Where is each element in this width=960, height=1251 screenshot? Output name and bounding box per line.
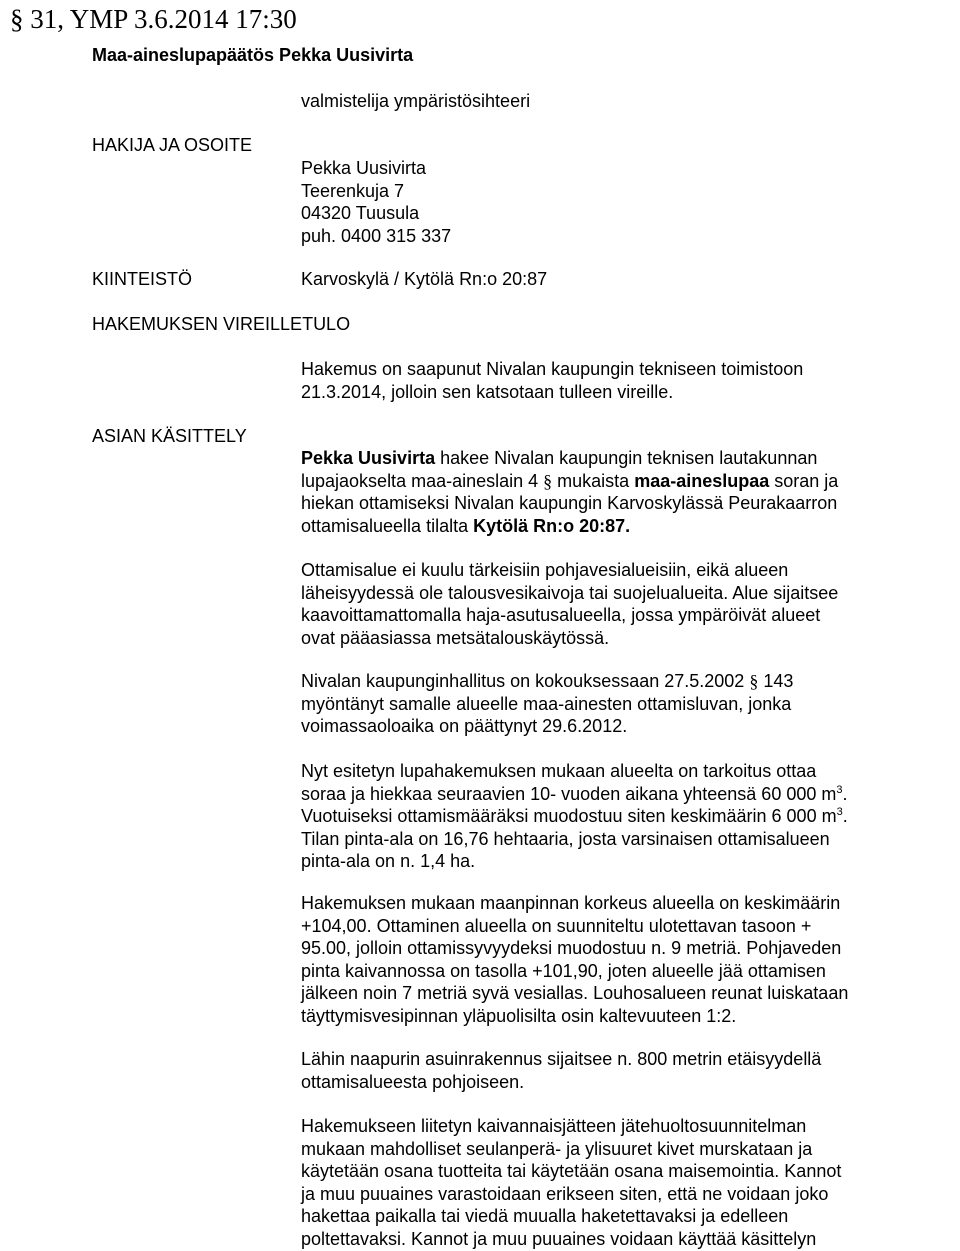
text-line: 95.00, jolloin ottamissyvyydeksi muodostuu n. 9 metriä. Pohjaveden: [301, 938, 842, 959]
text-line: läheisyydessä ole talousvesikaivoja tai suojelualueita. Alue sijaitsee: [301, 582, 839, 603]
label-pending: HAKEMUKSEN VIREILLETULO: [92, 314, 351, 334]
section-sign-icon: §: [543, 470, 553, 491]
text-line: täyttymisvesipinnan yläpuolisilta osin kaltevuuteen 1:2.: [301, 1005, 737, 1026]
text-span: .: [842, 783, 848, 804]
applicant-name: Pekka Uusivirta: [301, 158, 427, 178]
text-span: mukaista: [552, 470, 635, 491]
handling-paragraph-6: [301, 1048, 921, 1093]
text-line: ottamisalueesta pohjoiseen.: [301, 1071, 525, 1092]
bold-term: maa-aineslupaa: [634, 470, 770, 491]
superscript: 3: [836, 783, 843, 796]
handling-paragraph-4: [301, 760, 921, 873]
applicant-phone: puh. 0400 315 337: [301, 225, 452, 246]
applicant-street: Teerenkuja 7: [301, 180, 405, 201]
superscript: 3: [836, 806, 843, 819]
pending-text: [301, 358, 921, 403]
text-span: Nivalan kaupunginhallitus on kokouksessaan 27.5.2002: [301, 671, 750, 691]
text-line: Tilan pinta-ala on 16,76 hehtaaria, josta varsinaisen ottamisalueen: [301, 828, 830, 849]
text-line: jälkeen noin 7 metriä syvä vesiallas. Louhosalueen reunat luiskataan: [301, 983, 849, 1004]
pending-line: 21.3.2014, jolloin sen katsotaan tulleen vireille.: [301, 381, 674, 402]
text-line: Nyt esitetyn lupahakemuksen mukaan alueelta on tarkoitus ottaa: [301, 761, 817, 781]
applicant-address: [301, 157, 921, 247]
text-span: soran ja: [769, 470, 839, 491]
section-header: [10, 2, 297, 36]
section-sign-icon: §: [10, 4, 24, 34]
text-line: ovat pääasiassa metsätalouskäytössä.: [301, 627, 610, 648]
label-handling: ASIAN KÄSITTELY: [92, 426, 247, 446]
handling-paragraph-5: [301, 892, 921, 1028]
text-line: poltettavaksi. Kannot ja muu puuaines voidaan käyttää käsittelyn: [301, 1228, 817, 1249]
handling-paragraph-2: [301, 559, 921, 649]
label-property: KIINTEISTÖ: [92, 269, 193, 289]
text-span: ottamisalueella tilalta: [301, 515, 474, 536]
text-line: pinta-ala on n. 1,4 ha.: [301, 851, 476, 872]
text-line: Hakemuksen mukaan maanpinnan korkeus alueella on keskimäärin: [301, 893, 841, 913]
preparer: valmistelija ympäristösihteeri: [301, 91, 531, 111]
text-line: voimassaoloaika on päättynyt 29.6.2012.: [301, 716, 628, 737]
handling-paragraph-3: [301, 670, 921, 738]
text-line: Lähin naapurin asuinrakennus sijaitsee n. 800 metrin etäisyydellä: [301, 1049, 822, 1069]
text-span: 143: [758, 671, 794, 691]
text-span: lupajaokselta maa-aineslain 4: [301, 470, 544, 491]
handling-paragraph-1: [301, 447, 921, 537]
decision-title: Maa-aineslupapäätös Pekka Uusivirta: [92, 45, 414, 65]
text-span: Vuotuiseksi ottamismääräksi muodostuu siten keskimäärin 6 000 m: [301, 806, 837, 827]
bold-term: Kytölä Rn:o 20:87.: [473, 515, 631, 536]
applicant-city: 04320 Tuusula: [301, 203, 420, 224]
text-line: mukaan mahdolliset seulanperä- ja ylisuuret kivet murskataan ja: [301, 1138, 813, 1159]
label-applicant: HAKIJA JA OSOITE: [92, 135, 253, 155]
property-value: Karvoskylä / Kytölä Rn:o 20:87: [301, 269, 548, 289]
pending-line: Hakemus on saapunut Nivalan kaupungin tekniseen toimistoon: [301, 359, 804, 379]
text-span: soraa ja hiekkaa seuraavien 10- vuoden aikana yhteensä 60 000 m: [301, 783, 837, 804]
text-line: kaavoittamattomalla haja-asutusalueella, jossa ympäröivät alueet: [301, 605, 821, 626]
text-line: +104,00. Ottaminen alueella on suunniteltu ulotettavan tasoon +: [301, 915, 812, 936]
text-line: hakettaa paikalla tai viedä muualla haketettavaksi ja edelleen: [301, 1206, 789, 1227]
text-line: pinta kaivannossa on tasolla +101,90, joten alueelle jää ottamisen: [301, 960, 826, 981]
text-line: hiekan ottamiseksi Nivalan kaupungin Karvoskylässä Peurakaarron: [301, 493, 838, 514]
text-line: käytetään osana tuotteita tai käytetään osana maisemointia. Kannot: [301, 1161, 842, 1182]
text-line: Ottamisalue ei kuulu tärkeisiin pohjavesialueisiin, eikä alueen: [301, 560, 789, 580]
text-span: .: [842, 806, 848, 827]
text-line: myöntänyt samalle alueelle maa-ainesten ottamisluvan, jonka: [301, 693, 792, 714]
applicant-name-bold: Pekka Uusivirta: [301, 448, 436, 468]
section-header-text: 31, YMP 3.6.2014 17:30: [30, 4, 297, 34]
section-sign-icon: §: [749, 671, 759, 691]
text-span: hakee Nivalan kaupungin teknisen lautakunnan: [435, 448, 818, 468]
text-line: ja muu puuaines varastoidaan erikseen siten, että ne voidaan joko: [301, 1183, 829, 1204]
text-line: Hakemukseen liitetyn kaivannaisjätteen jätehuoltosuunnitelman: [301, 1116, 807, 1136]
handling-paragraph-7: [301, 1115, 921, 1251]
